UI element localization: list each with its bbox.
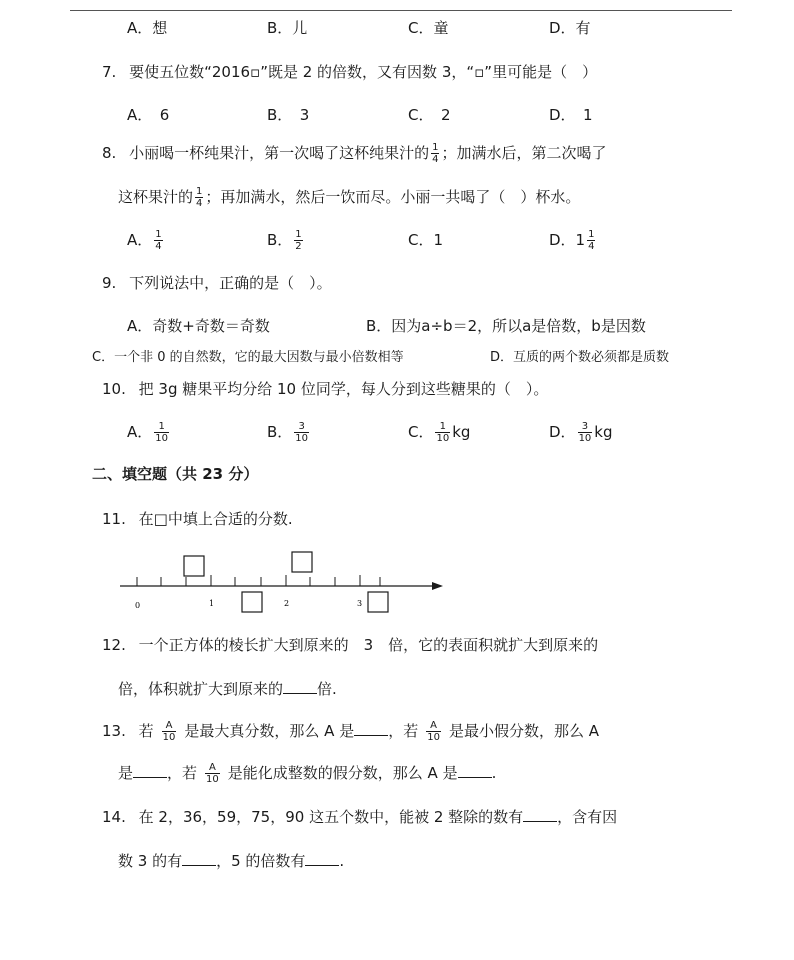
- question-13-line2: 是 ，若 $\frac{A}{10}$ 是能化成整数的假分数，那么 A 是 .: [118, 762, 497, 785]
- q10-option-b[interactable]: B． $\frac{3}{10}$: [267, 421, 309, 444]
- q12-blank-volume[interactable]: [283, 679, 317, 694]
- q8-fraction-2: $\frac{1}{4}$: [196, 186, 203, 209]
- section-2-title: 二、填空题（共 23 分）: [92, 465, 259, 483]
- q14-blank-1[interactable]: [523, 807, 557, 822]
- question-14-line1: 14. 在 2，36，59，75，90 这五个数中，能被 2 整除的数有 ，含有因: [102, 808, 618, 826]
- number-line-arrow: [432, 582, 443, 590]
- q8-option-c[interactable]: C．1: [408, 231, 444, 249]
- q9-option-a[interactable]: A．奇数+奇数＝奇数: [127, 317, 270, 335]
- q8-text-part1: 小丽喝一杯纯果汁，第一次喝了这杯纯果汁的: [129, 144, 430, 162]
- question-12-line2: [118, 678, 337, 700]
- q7-text: 要使五位数“2016▫”既是 2 的倍数，又有因数 3，“▫”里可能是（ ）: [129, 63, 598, 81]
- q12-number: 12.: [102, 636, 126, 654]
- q13-fraction-2: $\frac{A}{10}$: [427, 720, 440, 743]
- q9-option-c[interactable]: C．一个非 0 的自然数，它的最大因数与最小倍数相等: [92, 350, 404, 365]
- q8-text-part4: ；再加满水，然后一饮而尽。小丽一共喝了（ ）杯水。: [205, 188, 581, 206]
- q14-number: 14.: [102, 808, 126, 826]
- q9-text: 下列说法中，正确的是（ ）。: [129, 274, 332, 292]
- answer-box-4[interactable]: [368, 592, 388, 612]
- q9-option-d[interactable]: D．互质的两个数必须都是质数: [490, 350, 670, 365]
- answer-box-1[interactable]: [184, 556, 204, 576]
- q6-option-a[interactable]: A．想: [127, 19, 168, 37]
- q10-option-c[interactable]: C． $\frac{1}{10}$ kg: [408, 421, 471, 444]
- q6-option-b[interactable]: B．儿: [267, 19, 308, 37]
- q7-number: 7.: [102, 63, 117, 81]
- q8-option-d[interactable]: D．1 $\frac{1}{4}$: [549, 229, 595, 252]
- q12-text-part2: 倍，体积就扩大到原来的: [118, 680, 284, 698]
- q8-number: 8.: [102, 144, 117, 162]
- q9-option-b[interactable]: B．因为a÷b＝2，所以a是倍数，b是因数: [366, 317, 646, 335]
- q13-fraction-1: $\frac{A}{10}$: [162, 720, 176, 743]
- q10-option-a[interactable]: A． $\frac{1}{10}$: [127, 421, 168, 444]
- axis-label-2: 2: [284, 599, 290, 608]
- axis-label-0: 0: [135, 601, 141, 610]
- q13-blank-1[interactable]: [354, 721, 388, 736]
- q13-blank-2[interactable]: [133, 763, 167, 778]
- q12-text-part1: 一个正方体的棱长扩大到原来的 3 倍，它的表面积就扩大到原来的: [138, 636, 599, 654]
- q8-option-a[interactable]: A． $\frac{1}{4}$: [127, 229, 162, 252]
- question-8-line1: [102, 142, 607, 165]
- q13-fraction-3: $\frac{A}{10}$: [206, 762, 219, 785]
- q8-text-part3: 这杯果汁的: [118, 188, 194, 206]
- q6-option-d[interactable]: D．有: [549, 19, 591, 37]
- question-8-line2: [118, 186, 580, 209]
- q10-option-d[interactable]: D． $\frac{3}{10}$ kg: [549, 421, 613, 444]
- q11-text: 在□中填上合适的分数.: [138, 510, 293, 528]
- q7-option-c[interactable]: C． 2: [408, 106, 451, 124]
- question-10: [102, 378, 548, 400]
- top-divider: [70, 10, 732, 11]
- q14-blank-3[interactable]: [305, 851, 339, 866]
- q8-fraction: $\frac{1}{4}$: [432, 142, 439, 165]
- number-line-ticks: [137, 575, 380, 586]
- question-11: [102, 508, 293, 530]
- axis-label-1: 1: [209, 599, 215, 608]
- number-line-figure: [110, 545, 455, 615]
- answer-box-3[interactable]: [242, 592, 262, 612]
- q8-text-part2: ；加满水后，第二次喝了: [441, 144, 607, 162]
- axis-label-3: 3: [357, 599, 363, 608]
- question-14-line2: 数 3 的有 ，5 的倍数有 .: [118, 852, 345, 870]
- q13-number: 13.: [102, 722, 126, 740]
- q14-blank-2[interactable]: [182, 851, 216, 866]
- q10-text: 把 3g 糖果平均分给 10 位同学，每人分到这些糖果的（ ）。: [138, 380, 549, 398]
- q12-text-part3: 倍.: [317, 680, 337, 698]
- question-12-line1: [102, 634, 598, 656]
- q11-number: 11.: [102, 510, 126, 528]
- question-7: [102, 61, 597, 83]
- q7-option-d[interactable]: D． 1: [549, 106, 593, 124]
- q8-option-b[interactable]: B． $\frac{1}{2}$: [267, 229, 302, 252]
- q6-option-c[interactable]: C．童: [408, 19, 449, 37]
- q13-blank-3[interactable]: [458, 763, 492, 778]
- question-9: [102, 272, 332, 294]
- q7-option-a[interactable]: A． 6: [127, 106, 170, 124]
- question-13-line1: 13. 若 $\frac{A}{10}$ 是最大真分数，那么 A 是 ，若 $\frac{A}{10}$ 是最小假分数，那么 A: [102, 720, 599, 743]
- q7-option-b[interactable]: B． 3: [267, 106, 310, 124]
- answer-box-2[interactable]: [292, 552, 312, 572]
- q10-number: 10.: [102, 380, 126, 398]
- q9-number: 9.: [102, 274, 117, 292]
